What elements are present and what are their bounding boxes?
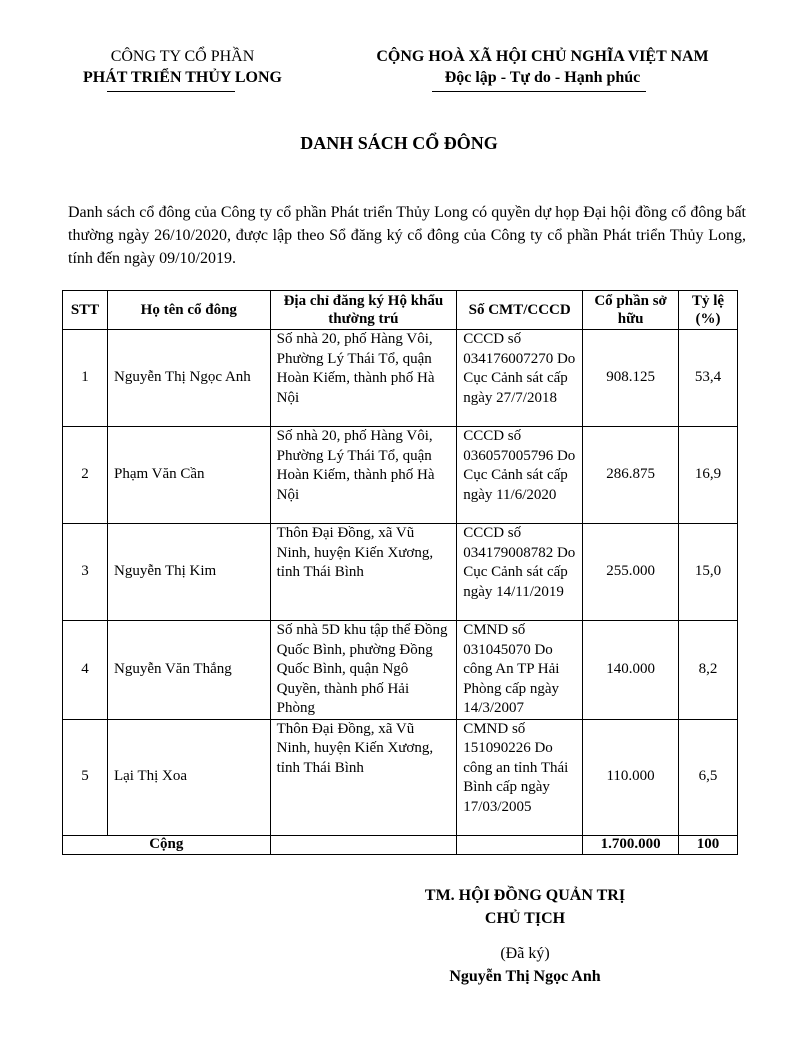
- total-label: Cộng: [63, 835, 271, 854]
- cell-shares: 286.875: [583, 427, 679, 524]
- cell-ratio: 16,9: [679, 427, 738, 524]
- cell-address: Thôn Đại Đồng, xã Vũ Ninh, huyện Kiến Xương, tỉnh Thái Bình: [270, 524, 457, 621]
- national-motto: Độc lập - Tự do - Hạnh phúc: [444, 69, 641, 86]
- cell-id: CCCD số 034179008782 Do Cục Cảnh sát cấp ngày 14/11/2019: [457, 524, 583, 621]
- cell-name: Phạm Văn Cần: [107, 427, 270, 524]
- table-row: [63, 427, 738, 524]
- signature-title: TM. HỘI ĐỒNG QUẢN TRỊ: [424, 887, 626, 904]
- cell-ratio: 15,0: [679, 524, 738, 621]
- signature-status: (Đã ký): [500, 945, 550, 962]
- header-stt: STT: [63, 291, 108, 330]
- cell-stt: 5: [63, 719, 108, 835]
- cell-id: CMND số 151090226 Do công an tỉnh Thái Bình cấp ngày 17/03/2005: [457, 719, 583, 835]
- header-ratio: Tỷ lệ (%): [679, 291, 738, 330]
- cell-id: CCCD số 036057005796 Do Cục Cảnh sát cấp ngày 11/6/2020: [457, 427, 583, 524]
- table-row: [63, 330, 738, 427]
- signature-position: CHỦ TỊCH: [484, 910, 566, 927]
- total-empty-id: [457, 835, 583, 854]
- total-empty-address: [270, 835, 457, 854]
- company-underline: [107, 91, 235, 92]
- cell-stt: 3: [63, 524, 108, 621]
- company-header: [55, 46, 310, 88]
- header-id: Số CMT/CCCD: [457, 291, 583, 330]
- header-shares: Cổ phần sở hữu: [583, 291, 679, 330]
- cell-id: CMND số 031045070 Do công An TP Hải Phòng cấp ngày 14/3/2007: [457, 621, 583, 720]
- cell-ratio: 8,2: [679, 621, 738, 720]
- cell-name: Nguyễn Thị Kim: [107, 524, 270, 621]
- cell-shares: 255.000: [583, 524, 679, 621]
- cell-shares: 140.000: [583, 621, 679, 720]
- cell-name: Nguyễn Thị Ngọc Anh: [107, 330, 270, 427]
- cell-stt: 2: [63, 427, 108, 524]
- cell-address: Số nhà 20, phố Hàng Vôi, Phường Lý Thái Tổ, quận Hoàn Kiếm, thành phố Hà Nội: [270, 427, 457, 524]
- cell-stt: 1: [63, 330, 108, 427]
- cell-name: Lại Thị Xoa: [107, 719, 270, 835]
- signatory-name: Nguyễn Thị Ngọc Anh: [449, 968, 601, 985]
- header-name: Họ tên cổ đông: [107, 291, 270, 330]
- cell-stt: 4: [63, 621, 108, 720]
- national-header: [340, 46, 745, 88]
- shareholder-table: [62, 290, 738, 855]
- table-row: [63, 621, 738, 720]
- cell-address: Số nhà 20, phố Hàng Vôi, Phường Lý Thái Tổ, quận Hoàn Kiếm, thành phố Hà Nội: [270, 330, 457, 427]
- country-name: CỘNG HOÀ XÃ HỘI CHỦ NGHĨA VIỆT NAM: [376, 48, 709, 65]
- cell-address: Thôn Đại Đồng, xã Vũ Ninh, huyện Kiến Xương, tỉnh Thái Bình: [270, 719, 457, 835]
- cell-ratio: 6,5: [679, 719, 738, 835]
- table-row: [63, 524, 738, 621]
- intro-paragraph: Danh sách cổ đông của Công ty cổ phần Phát triển Thủy Long có quyền dự họp Đại hội đồng cổ đông bất thường ngày 26/10/2020, được lập theo Sổ đăng ký cổ đông của Công ty cổ phần Phát triển Thủy Long, tính đến ngày 09/10/2019.: [68, 204, 746, 267]
- motto-underline: [432, 91, 646, 92]
- document-title: DANH SÁCH CỔ ĐÔNG: [300, 133, 498, 153]
- table-row: [63, 719, 738, 835]
- cell-shares: 110.000: [583, 719, 679, 835]
- total-row: [63, 835, 738, 854]
- company-name: PHÁT TRIỂN THỦY LONG: [82, 69, 282, 86]
- cell-address: Số nhà 5D khu tập thể Đồng Quốc Bình, phường Đồng Quốc Bình, quận Ngô Quyền, thành phố Hải Phòng: [270, 621, 457, 720]
- cell-id: CCCD số 034176007270 Do Cục Cảnh sát cấp ngày 27/7/2018: [457, 330, 583, 427]
- company-type: CÔNG TY CỔ PHẦN: [110, 48, 255, 65]
- signature-block: [380, 884, 670, 988]
- total-ratio: 100: [679, 835, 738, 854]
- cell-shares: 908.125: [583, 330, 679, 427]
- cell-name: Nguyễn Văn Thắng: [107, 621, 270, 720]
- header-address: Địa chỉ đăng ký Hộ khẩu thường trú: [270, 291, 457, 330]
- table-header-row: [63, 291, 738, 330]
- cell-ratio: 53,4: [679, 330, 738, 427]
- total-shares: 1.700.000: [583, 835, 679, 854]
